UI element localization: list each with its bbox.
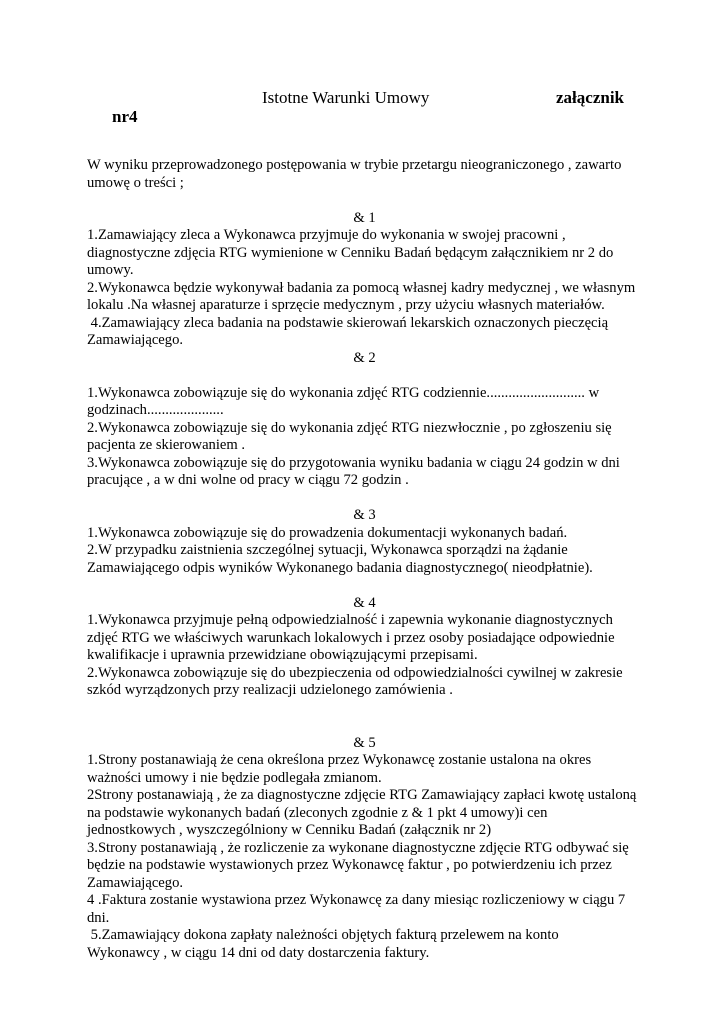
- paragraph-line: diagnostyczne zdjęcia RTG wymienione w Cenniku Badań będącym załącznikiem nr 2 do: [87, 244, 614, 261]
- paragraph-line: Zamawiającego.: [87, 332, 184, 348]
- section-heading-3: & 3: [353, 507, 376, 523]
- paragraph-line: 1.Wykonawca zobowiązuje się do prowadzenia dokumentacji wykonanych badań.: [87, 524, 568, 541]
- paragraph-line: 3.Wykonawca zobowiązuje się do przygotowania wyniku badania w ciągu 24 godzin w dni: [87, 454, 620, 471]
- paragraph-line: 1.Zamawiający zleca a Wykonawca przyjmuje do wykonania w swojej pracowni ,: [87, 227, 566, 243]
- paragraph-line: Zamawiającego.: [87, 874, 184, 891]
- paragraph-line: na podstawie wykonanych badań (zleconych zgodnie z & 1 pkt 4 umowy)i cen: [87, 804, 548, 821]
- paragraph-line: 4.Zamawiający zleca badania na podstawie skierowań lekarskich oznaczonych pieczęcią: [87, 314, 609, 331]
- paragraph-line: 3.Strony postanawiają , że rozliczenie za wykonane diagnostyczne zdjęcie RTG odbywać się: [87, 839, 629, 856]
- paragraph-line: pracujące , a w dni wolne od pracy w ciągu 72 godzin .: [87, 472, 409, 488]
- paragraph-line: lokalu .Na własnej aparaturze i sprzęcie medycznym , przy użyciu własnych materiałów.: [87, 297, 605, 313]
- paragraph-line: ważności umowy i nie będzie podlegała zmianom.: [87, 769, 382, 786]
- paragraph-line: 2.W przypadku zaistnienia szczególnej sytuacji, Wykonawca sporządzi na żądanie: [87, 542, 568, 558]
- section-heading-2: & 2: [353, 349, 376, 366]
- paragraph-line: 2.Wykonawca będzie wykonywał badania za pomocą własnej kadry medycznej , we własnym: [87, 279, 636, 296]
- paragraph-line: 4 .Faktura zostanie wystawiona przez Wykonawcę za dany miesiąc rozliczeniowy w ciągu 7: [87, 892, 626, 908]
- paragraph-line: Wykonawcy , w ciągu 14 dni od daty dostarczenia faktury.: [87, 944, 430, 961]
- section-heading-4: & 4: [353, 594, 376, 611]
- paragraph-line: będzie na podstawie wystawionych przez Wykonawcę faktur , po potwierdzeniu ich przez: [87, 857, 612, 873]
- paragraph-line: szkód wyrządzonych przy realizacji udzielonego zamówienia .: [87, 682, 453, 698]
- annex-number: nr4: [112, 107, 138, 126]
- paragraph-line: 1.Strony postanawiają że cena określona przez Wykonawcę zostanie ustalona na okres: [87, 752, 592, 768]
- intro-line: W wyniku przeprowadzonego postępowania w trybie przetargu nieograniczonego , zawarto: [87, 157, 622, 173]
- paragraph-line: kwalifikacje i uprawnia przewidziane obowiązującymi przepisami.: [87, 647, 478, 663]
- paragraph-line: Zamawiającego odpis wyników Wykonanego badania diagnostycznego( nieodpłatnie).: [87, 559, 593, 576]
- document-body: [87, 157, 647, 962]
- paragraph-line: 1.Wykonawca zobowiązuje się do wykonania zdjęć RTG codziennie........................... w: [87, 384, 600, 401]
- paragraph-line: dni.: [87, 909, 110, 926]
- paragraph-line: jednostkowych , wyszczególniony w Cenniku Badań (załącznik nr 2): [87, 822, 492, 838]
- paragraph-line: 1.Wykonawca przyjmuje pełną odpowiedzialność i zapewnia wykonanie diagnostycznych: [87, 612, 613, 628]
- paragraph-line: 2Strony postanawiają , że za diagnostyczne zdjęcie RTG Zamawiający zapłaci kwotę ustaloną: [87, 787, 637, 803]
- paragraph-line: 2.Wykonawca zobowiązuje się do wykonania zdjęć RTG niezwłocznie , po zgłoszeniu się: [87, 419, 612, 436]
- paragraph-line: 5.Zamawiający dokona zapłaty należności objętych fakturą przelewem na konto: [87, 927, 559, 943]
- document-title: Istotne Warunki Umowy: [262, 88, 430, 107]
- paragraph-line: zdjęć RTG we właściwych warunkach lokalowych i przez osoby posiadające odpowiednie: [87, 629, 615, 646]
- intro-line: umowę o treści ;: [87, 174, 184, 191]
- paragraph-line: 2.Wykonawca zobowiązuje się do ubezpieczenia od odpowiedzialności cywilnej w zakresie: [87, 664, 623, 681]
- paragraph-line: umowy.: [87, 262, 134, 278]
- section-heading-5: & 5: [353, 734, 376, 751]
- paragraph-line: godzinach.....................: [87, 402, 224, 418]
- paragraph-line: pacjenta ze skierowaniem .: [87, 437, 246, 453]
- section-heading-1: & 1: [353, 209, 376, 226]
- annex-label: załącznik: [556, 88, 624, 107]
